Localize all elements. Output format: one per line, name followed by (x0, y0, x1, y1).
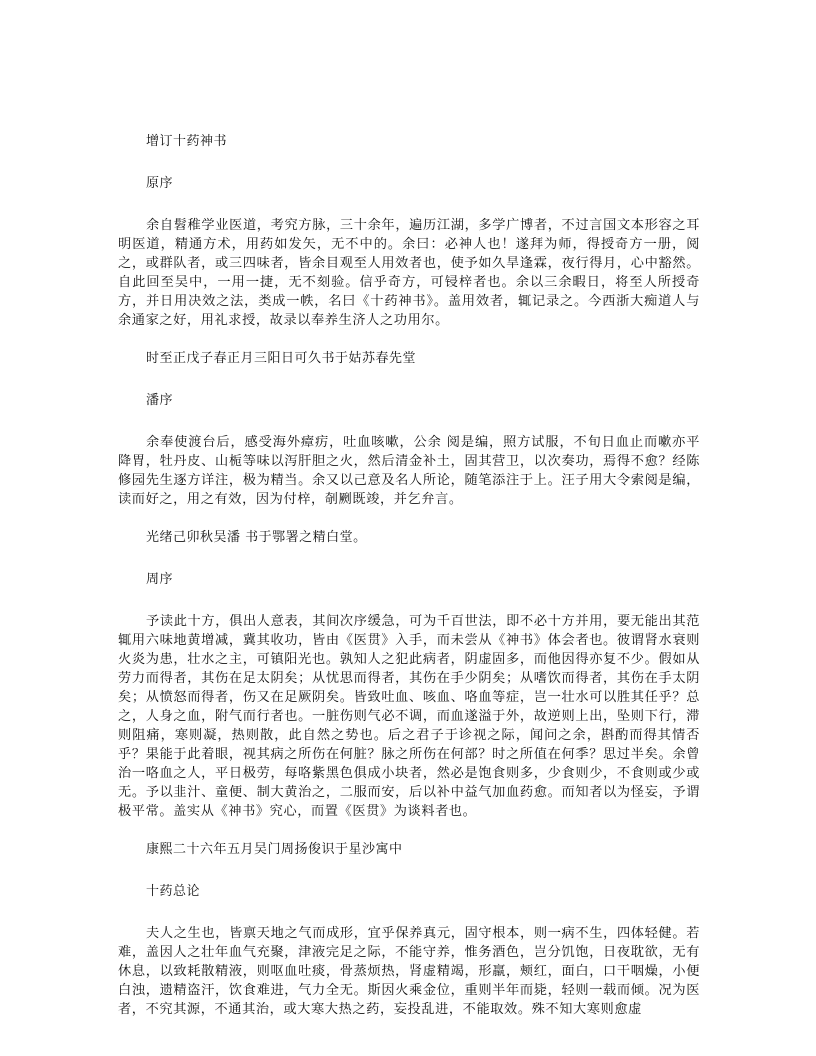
signature-panxu: 光绪己卯秋吴潘 书于鄂署之精白堂。 (146, 530, 367, 545)
section-body-panxu: 余奉使渡台后，感受海外瘴疠，吐血咳嗽，公余 阅是编，照方试服，不旬日血止而嗽亦平降胃，牡丹皮、山栀等味以泻肝胆之火，然后清金补土，固其营卫，以次奏功，焉得不愈？经陈修园先生逐方详注，极为精当。余又以己意及名人所论，随笔添注于上。汪子用大令索阅是编，读而好之，用之有效，因为付梓，剞劂既竣，并乞弁言。 (118, 435, 700, 507)
section-heading-shiyao-zonglun: 十药总论 (146, 884, 201, 899)
section-heading-panxu: 潘序 (146, 393, 174, 408)
signature-zhouxu: 康熙二十六年五月吴门周扬俊识于星沙寓中 (146, 842, 403, 857)
document-page (118, 132, 700, 1019)
section-heading-yuanxu: 原序 (146, 176, 174, 191)
section-body-zhouxu: 予读此十方，俱出人意表，其间次序缓急，可为千百世法，即不必十方并用，要无能出其范辄用六味地黄增减，冀其收功，皆由《医贯》入手，而未尝从《神书》体会者也。彼谓肾水衰则火炎为患，壮水之主，可镇阳光也。孰知人之犯此病者，阴虚固多，而他因得亦复不少。假如从劳力而得者，其伤在足太阴矣；从忧思而得者，其伤在手少阴矣；从嗜饮而得者，其伤在手太阴矣；从愤怒而得者，伤又在足厥阴矣。皆致吐血、咳血、咯血等症，岂一壮水可以胜其任乎？总之，人身之血，附气而行者也。一脏伤则气必不调，而血遂溢于外，故逆则上出，坠则下行，滞则阻痛，寒则凝，热则散，此自然之势也。后之君子于诊视之际，闻问之余，斟酌而得其情否乎？果能于此着眼，视其病之所伤在何脏？脉之所伤在何部？时之所值在何季？思过半矣。余曾治一咯血之人，平日极劳，每咯紫黑色俱成小块者，然必是饱食则多，少食则少，不食则或少或无。予以韭汁、童便、制大黄治之，二服而安，后以补中益气加血药愈。而知者以为怪妄，予谓极平常。盖实从《神书》究心，而置《医贯》为谈料者也。 (118, 614, 700, 819)
section-body-yuanxu: 余自髫稚学业医道，考究方脉，三十余年，遍历江湖，多学广博者，不过言国文本形容之耳明医道，精通方术，用药如发矢，无不中的。余曰：必神人也！遂拜为师，得授奇方一册，阅之，或群队者，或三四味者，皆余目观至人用效者也，使予如久旱逢霖，夜行得月，心中豁然。自此回至吴中，一用一捷，无不刻验。信乎奇方，可锓梓者也。余以三余暇日，将至人所授奇方，并日用决效之法，类成一帙，名曰《十药神书》。盖用效者，辄记录之。今西浙大痴道人与余通家之好，用礼求授，故录以奉养生济人之功用尔。 (118, 218, 700, 328)
signature-yuanxu: 时至正戊子春正月三阳日可久书于姑苏春先堂 (146, 351, 417, 366)
section-heading-zhouxu: 周序 (146, 572, 174, 587)
section-body-shiyao-zonglun: 夫人之生也，皆禀天地之气而成形，宜乎保养真元，固守根本，则一病不生，四体轻健。若难，盖因人之壮年血气充聚，津液完足之际，不能守养，惟务酒色，岂分饥饱，日夜耽欲，无有休息，以致耗散精液，则呕血吐痰，骨蒸烦热，肾虚精竭，形羸，颊红，面白，口干咽燥，小便白浊，遗精盗汗，饮食难进，气力全无。斯因火乘金位，重则半年而毙，轻则一载而倾。况为医者，不究其源，不通其治，或大寒大热之药，妄投乱进，不能取效。殊不知大寒则愈虚 (118, 926, 700, 1017)
document-title: 增订十药神书 (146, 134, 228, 149)
